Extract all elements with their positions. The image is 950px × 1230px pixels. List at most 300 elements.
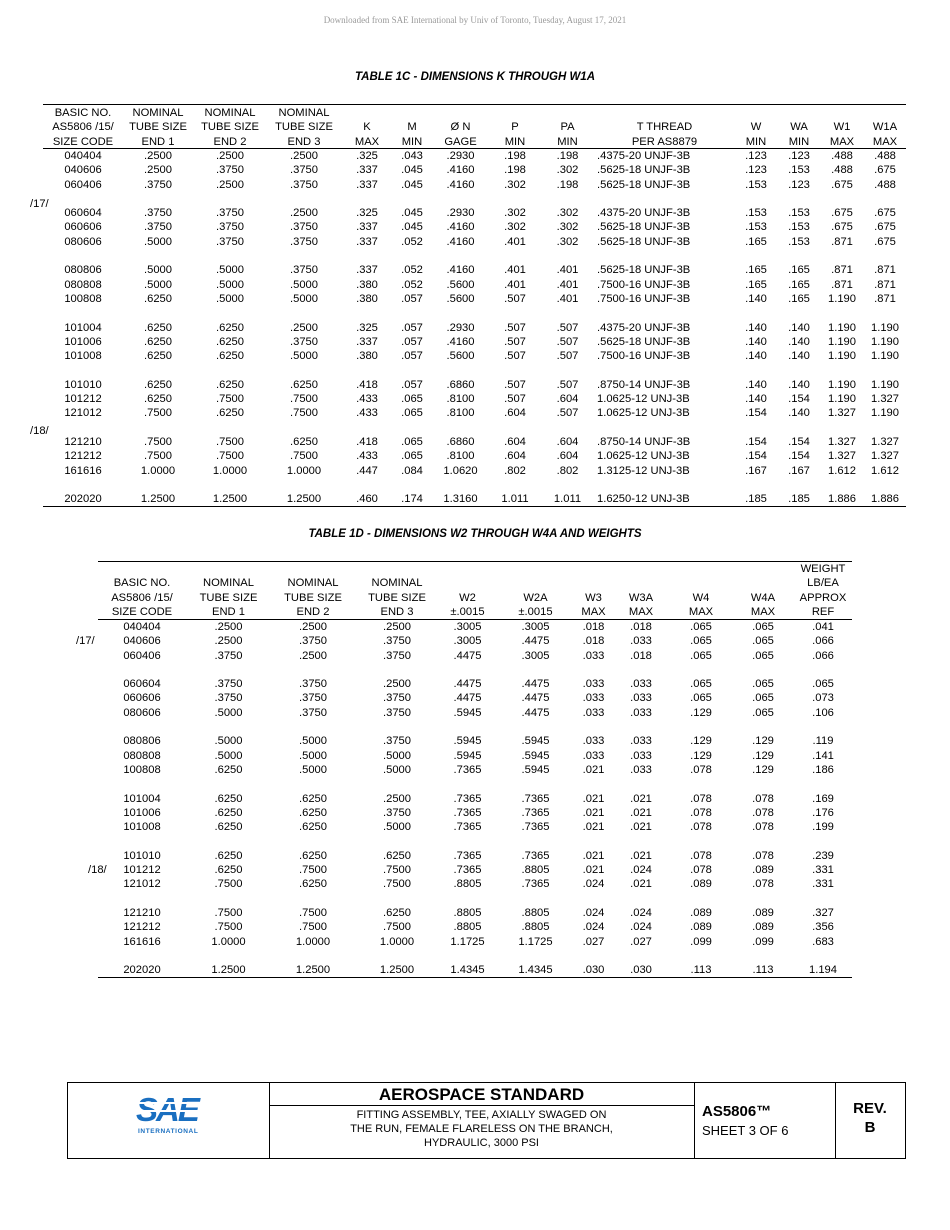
table-cell: .337 [356, 164, 378, 177]
table-cell: .5625-18 UNJF-3B [597, 164, 691, 177]
table-cell: .7500 [299, 906, 327, 919]
table-cell: .033 [630, 763, 652, 776]
column-header [864, 106, 906, 149]
column-header-line: MIN [788, 135, 810, 148]
table-cell: 080806 [123, 735, 161, 748]
table-1d-header [98, 562, 852, 619]
column-header-line [820, 106, 864, 120]
table-cell: 1.2500 [212, 493, 248, 506]
column-header-line: SIZE CODE [111, 605, 173, 618]
table-cell: .488 [874, 178, 896, 191]
table-cell: .6250 [383, 906, 411, 919]
table-cell: .021 [630, 821, 652, 834]
column-header-line: NOMINAL [203, 577, 254, 590]
table-cell: 1.190 [828, 393, 856, 406]
table-cell: .099 [752, 935, 774, 948]
column-header-line: W2 [459, 591, 476, 604]
table-cell: .065 [401, 450, 423, 463]
table-cell: .024 [630, 921, 652, 934]
table-cell: .871 [831, 278, 853, 291]
table-cell: .045 [401, 221, 423, 234]
table-cell: .327 [812, 906, 834, 919]
column-header-line [355, 562, 439, 576]
table-cell: .2930 [446, 150, 475, 162]
table-cell: .027 [582, 935, 605, 948]
table-cell: .052 [401, 264, 423, 277]
table-cell: .089 [690, 921, 712, 934]
table-cell: .6250 [290, 435, 318, 448]
column-header-line: MAX [688, 605, 714, 618]
table-cell: .140 [745, 393, 767, 406]
table-cell: .089 [752, 864, 774, 877]
column-header [355, 562, 439, 619]
column-header-line: GAGE [444, 135, 477, 148]
column-header-line: P [511, 121, 519, 134]
table-cell: .302 [504, 207, 526, 220]
column-header-line: PER AS8879 [631, 135, 698, 148]
table-cell: .5600 [446, 350, 475, 363]
column-header [393, 106, 431, 149]
table-cell: .7500 [216, 435, 244, 448]
table-cell: .5000 [144, 264, 172, 277]
table-cell: .604 [504, 435, 526, 448]
table-cell: .078 [690, 864, 712, 877]
table-cell: .3750 [216, 235, 244, 248]
table-cell: .6250 [214, 792, 243, 805]
table-cell: 1.327 [828, 435, 856, 448]
table-cell: .7365 [521, 806, 550, 819]
table-cell: .675 [874, 221, 896, 234]
column-header-line: END 2 [296, 605, 330, 618]
table-cell: .7365 [453, 806, 482, 819]
column-header-line: W [750, 121, 762, 134]
column-header-line: TUBE SIZE [129, 121, 187, 134]
column-header-line: K [363, 121, 371, 134]
table-cell: .057 [401, 378, 423, 391]
table-cell: 1.2500 [140, 493, 176, 506]
table-cell: .5000 [144, 235, 172, 248]
sae-logo [68, 1083, 269, 1158]
table-cell: .5000 [216, 292, 244, 305]
column-header-line: MAX [354, 135, 380, 148]
table-cell: .024 [582, 921, 605, 934]
table-cell: .4160 [446, 235, 475, 248]
table-cell: .169 [812, 792, 834, 805]
table-cell: .4475 [453, 692, 482, 705]
table-cell: .7500-16 UNJF-3B [597, 278, 691, 291]
table-cell: .174 [401, 493, 423, 506]
table-cell: .239 [812, 849, 834, 862]
table-cell: 1.2500 [286, 493, 322, 506]
column-header-line [575, 576, 612, 590]
column-header-line: W1 [833, 121, 851, 134]
column-header-line [595, 106, 734, 120]
table-cell: .057 [401, 335, 423, 348]
table-cell: .2500 [290, 150, 318, 162]
table-cell: .129 [690, 706, 712, 719]
table-cell: .460 [356, 493, 378, 506]
table-cell: .123 [788, 178, 810, 191]
table-cell: .8750-14 UNJF-3B [597, 378, 691, 391]
table-cell: 1.3125-12 UNJ-3B [597, 464, 690, 477]
table-cell: .401 [556, 264, 579, 277]
table-cell: .043 [401, 150, 423, 162]
table-cell: .041 [812, 621, 834, 633]
table-cell: .4475 [521, 635, 550, 648]
table-cell: .2930 [446, 321, 475, 334]
column-header-line: END 1 [141, 135, 175, 148]
table-cell: .7500 [290, 393, 318, 406]
table-cell: .401 [504, 235, 526, 248]
column-header-line: MAX [829, 135, 855, 148]
table-cell: .325 [356, 150, 378, 162]
table-cell: 101008 [64, 350, 102, 363]
table-cell: .153 [788, 235, 810, 248]
table-cell: .154 [788, 393, 810, 406]
table-cell: .2500 [144, 164, 172, 177]
table-cell: .871 [831, 235, 853, 248]
column-header-line [98, 562, 186, 576]
table-cell: .033 [582, 735, 605, 748]
column-header-line: ±.0015 [450, 605, 485, 618]
table-cell: .140 [745, 378, 767, 391]
table-cell: 1.0000 [211, 935, 246, 948]
table-cell: .119 [812, 735, 834, 748]
column-header-line [778, 106, 820, 120]
table-cell: 1.612 [828, 464, 856, 477]
column-header-line [575, 562, 612, 576]
table-cell: .7500 [216, 393, 244, 406]
table-cell: .337 [356, 178, 378, 191]
table-cell: .129 [752, 735, 774, 748]
standard-type: AEROSPACE STANDARD [269, 1083, 694, 1106]
table-cell: .065 [401, 407, 423, 420]
table-cell: .176 [812, 806, 834, 819]
row-spacer [43, 421, 906, 435]
table-cell: .6250 [290, 378, 318, 391]
table-cell: .3750 [216, 207, 244, 220]
table-cell: .129 [752, 763, 774, 776]
table-cell: .8750-14 UNJF-3B [597, 435, 691, 448]
table-cell: .8805 [453, 921, 482, 934]
table-cell: 1.190 [828, 292, 856, 305]
table-cell: .033 [630, 692, 652, 705]
table-cell: 1.2500 [211, 964, 246, 977]
column-header [734, 106, 778, 149]
column-header [98, 562, 186, 619]
table-cell: .4160 [446, 164, 475, 177]
table-cell: .6250 [144, 321, 172, 334]
table-cell: .165 [745, 264, 767, 277]
column-header-line: END 2 [213, 135, 247, 148]
table-cell: .331 [812, 878, 834, 891]
table-cell: .6250 [144, 378, 172, 391]
table-cell: .5625-18 UNJF-3B [597, 178, 691, 191]
table-cell: 080606 [123, 706, 161, 719]
table-cell: .418 [356, 378, 378, 391]
column-header-line: W2A [523, 591, 548, 604]
table-cell: .433 [356, 407, 378, 420]
table-cell: .7500-16 UNJF-3B [597, 292, 691, 305]
table-cell: .052 [401, 278, 423, 291]
table-cell: .7365 [521, 849, 550, 862]
table-cell: 1.886 [871, 493, 899, 506]
table-cell: .2500 [383, 792, 411, 805]
table-cell: .6250 [299, 806, 327, 819]
table-cell: .675 [831, 221, 853, 234]
table-cell: .065 [401, 435, 423, 448]
table-cell: .033 [582, 678, 605, 691]
column-header-line: MAX [872, 135, 898, 148]
table-cell: 1.190 [871, 350, 899, 363]
column-header-line: TUBE SIZE [199, 591, 258, 604]
table-cell: .198 [556, 150, 579, 162]
table-cell: .6250 [299, 821, 327, 834]
table-cell: 1.327 [871, 450, 899, 463]
column-header-line: NOMINAL [371, 577, 423, 590]
table-cell: 080806 [64, 264, 102, 277]
table-cell: .078 [752, 849, 774, 862]
column-header-line: ±.0015 [518, 605, 553, 618]
table-cell: .3750 [214, 692, 243, 705]
table-cell: .045 [401, 178, 423, 191]
table-cell: .507 [504, 321, 526, 334]
table-cell: .165 [745, 278, 767, 291]
column-header [341, 106, 393, 149]
table-cell: .871 [874, 264, 896, 277]
column-header [794, 562, 852, 619]
table-cell: 101212 [64, 393, 102, 406]
table-cell: .675 [831, 207, 853, 220]
table-cell: 121012 [64, 407, 102, 420]
table-cell: 161616 [123, 935, 161, 948]
column-header-line: T THREAD [636, 121, 693, 134]
table-cell: 202020 [123, 964, 161, 977]
table-cell: .5000 [216, 264, 244, 277]
column-header [575, 562, 612, 619]
table-cell: .5600 [446, 278, 475, 291]
table-cell: .5945 [521, 735, 550, 748]
table-cell: .024 [630, 906, 652, 919]
table-cell: .3750 [290, 335, 318, 348]
table-cell: .078 [690, 763, 712, 776]
table-cell: .302 [556, 221, 579, 234]
table-cell: .5000 [290, 350, 318, 363]
table-cell: 060604 [123, 678, 161, 691]
table-cell: .033 [582, 749, 605, 762]
table-cell: .167 [788, 464, 810, 477]
table-cell: .871 [874, 292, 896, 305]
table-cell: .5000 [383, 821, 411, 834]
table-cell: 1.0000 [212, 464, 248, 477]
table-cell: .2500 [383, 621, 411, 633]
table-cell: .024 [582, 906, 605, 919]
table-cell: .3750 [216, 221, 244, 234]
table-cell: 101010 [123, 849, 161, 862]
table-cell: .140 [745, 335, 767, 348]
table-cell: .3750 [290, 178, 318, 191]
table-cell: .5000 [383, 749, 411, 762]
row-spacer [98, 777, 852, 791]
table-cell: 101212 [123, 864, 161, 877]
table-cell: .507 [556, 350, 579, 363]
column-header-line [431, 106, 490, 120]
table-cell: .8805 [521, 906, 550, 919]
revision-cell [835, 1083, 905, 1158]
table-cell: .123 [745, 164, 767, 177]
table-cell: .7365 [453, 792, 482, 805]
table-cell: .302 [504, 221, 526, 234]
table-cell: .7365 [521, 821, 550, 834]
table-cell: 1.1725 [450, 935, 485, 948]
table-1c-group-18: /18/ [30, 425, 49, 437]
table-cell: .7365 [521, 878, 550, 891]
table-cell: .065 [752, 635, 774, 648]
table-cell: .154 [745, 435, 767, 448]
document-number-cell [694, 1083, 836, 1158]
table-cell: .675 [874, 164, 896, 177]
table-cell: .3005 [521, 649, 550, 662]
table-cell: .8100 [446, 393, 475, 406]
table-cell: .337 [356, 221, 378, 234]
table-cell: .8100 [446, 450, 475, 463]
table-cell: .6250 [214, 763, 243, 776]
revision-value: B [864, 1119, 876, 1136]
column-header-line: TUBE SIZE [284, 591, 342, 604]
column-header-line: NOMINAL [287, 577, 339, 590]
table-cell: .065 [690, 692, 712, 705]
table-cell: .7500 [214, 878, 243, 891]
column-header-line: Ø N [450, 121, 471, 134]
column-header-line [271, 562, 355, 576]
table-cell: .066 [812, 649, 834, 662]
table-cell: .401 [504, 278, 526, 291]
table-cell: .302 [556, 164, 579, 177]
table-cell: 1.0000 [295, 935, 331, 948]
table-cell: 1.190 [871, 378, 899, 391]
table-cell: .7365 [453, 864, 482, 877]
column-header [267, 106, 341, 149]
description-line: FITTING ASSEMBLY, TEE, AXIALLY SWAGED ON [356, 1109, 607, 1121]
table-cell: .045 [401, 164, 423, 177]
column-header [431, 106, 490, 149]
table-cell: .3750 [290, 264, 318, 277]
table-cell: .507 [556, 321, 579, 334]
sae-logo-subtext: INTERNATIONAL [138, 1128, 199, 1135]
table-cell: .3750 [144, 221, 172, 234]
table-cell: .7500 [383, 921, 411, 934]
sae-logo-cell [68, 1083, 270, 1158]
table-cell: .401 [504, 264, 526, 277]
table-cell: .4375-20 UNJF-3B [597, 321, 691, 334]
table-cell: .065 [752, 706, 774, 719]
column-header-line: TUBE SIZE [275, 121, 333, 134]
table-cell: .018 [582, 635, 605, 648]
sheet-number: SHEET 3 OF 6 [702, 1123, 789, 1138]
column-header [820, 106, 864, 149]
table-cell: .065 [690, 649, 712, 662]
table-1c-body [43, 149, 906, 506]
table-cell: .140 [745, 321, 767, 334]
column-header-line: W4 [692, 591, 710, 604]
table-cell: .3750 [383, 649, 411, 662]
table-cell: .185 [788, 493, 810, 506]
table-1c-title: TABLE 1C - DIMENSIONS K THROUGH W1A [354, 71, 595, 83]
table-cell: 1.2500 [379, 964, 415, 977]
column-header-line [864, 106, 906, 120]
table-cell: .356 [812, 921, 834, 934]
table-cell: 080606 [64, 235, 102, 248]
table-cell: 060606 [64, 221, 102, 234]
table-cell: .488 [831, 164, 853, 177]
table-cell: 1.3160 [443, 493, 478, 506]
table-cell: .871 [874, 278, 896, 291]
table-cell: .7500 [290, 450, 318, 463]
table-cell: .052 [401, 235, 423, 248]
table-cell: .057 [401, 350, 423, 363]
column-header-line: NOMINAL [278, 107, 330, 119]
column-header-line [732, 562, 794, 576]
table-cell: .5945 [521, 763, 550, 776]
table-cell: .5000 [299, 749, 327, 762]
table-cell: .5625-18 UNJF-3B [597, 235, 691, 248]
table-cell: 1.327 [871, 435, 899, 448]
table-cell: 1.0620 [443, 464, 478, 477]
table-cell: .154 [745, 407, 767, 420]
document-description [269, 1108, 694, 1150]
table-cell: .6250 [299, 849, 327, 862]
table-cell: .3750 [383, 706, 411, 719]
table-1d-bottom-rule [98, 977, 852, 978]
table-cell: .302 [504, 178, 526, 191]
table-cell: .6250 [214, 806, 243, 819]
column-header-line: NOMINAL [204, 107, 256, 119]
table-cell: 1.1725 [518, 935, 553, 948]
table-cell: .5600 [446, 292, 475, 305]
table-cell: .2500 [144, 150, 172, 162]
table-cell: 161616 [64, 464, 102, 477]
table-1d-group-17: /17/ [76, 635, 95, 647]
table-cell: .033 [630, 735, 652, 748]
table-cell: .5625-18 UNJF-3B [597, 221, 691, 234]
column-header-line: MIN [504, 135, 526, 148]
table-cell: .045 [401, 207, 423, 220]
table-cell: 101004 [64, 321, 102, 334]
table-cell: .3750 [383, 692, 411, 705]
table-cell: .3750 [290, 235, 318, 248]
table-cell: .027 [630, 935, 652, 948]
table-cell: .604 [556, 393, 579, 406]
column-header [193, 106, 267, 149]
column-header [612, 562, 670, 619]
column-header [595, 106, 734, 149]
row-spacer [43, 306, 906, 320]
table-cell: .154 [788, 450, 810, 463]
table-cell: .6250 [144, 335, 172, 348]
table-cell: 1.0625-12 UNJ-3B [597, 450, 690, 463]
table-cell: 1.190 [871, 321, 899, 334]
table-cell: .153 [788, 207, 810, 220]
download-watermark: Downloaded from SAE International by Univ of Toronto, Tuesday, August 17, 2021 [323, 15, 627, 25]
row-spacer [43, 363, 906, 377]
table-cell: .7500 [216, 450, 244, 463]
table-cell: .7365 [521, 792, 550, 805]
column-header-line [612, 562, 670, 576]
table-cell: .033 [582, 692, 605, 705]
table-cell: .380 [356, 278, 378, 291]
table-cell: 101006 [64, 335, 102, 348]
table-cell: .604 [556, 435, 579, 448]
